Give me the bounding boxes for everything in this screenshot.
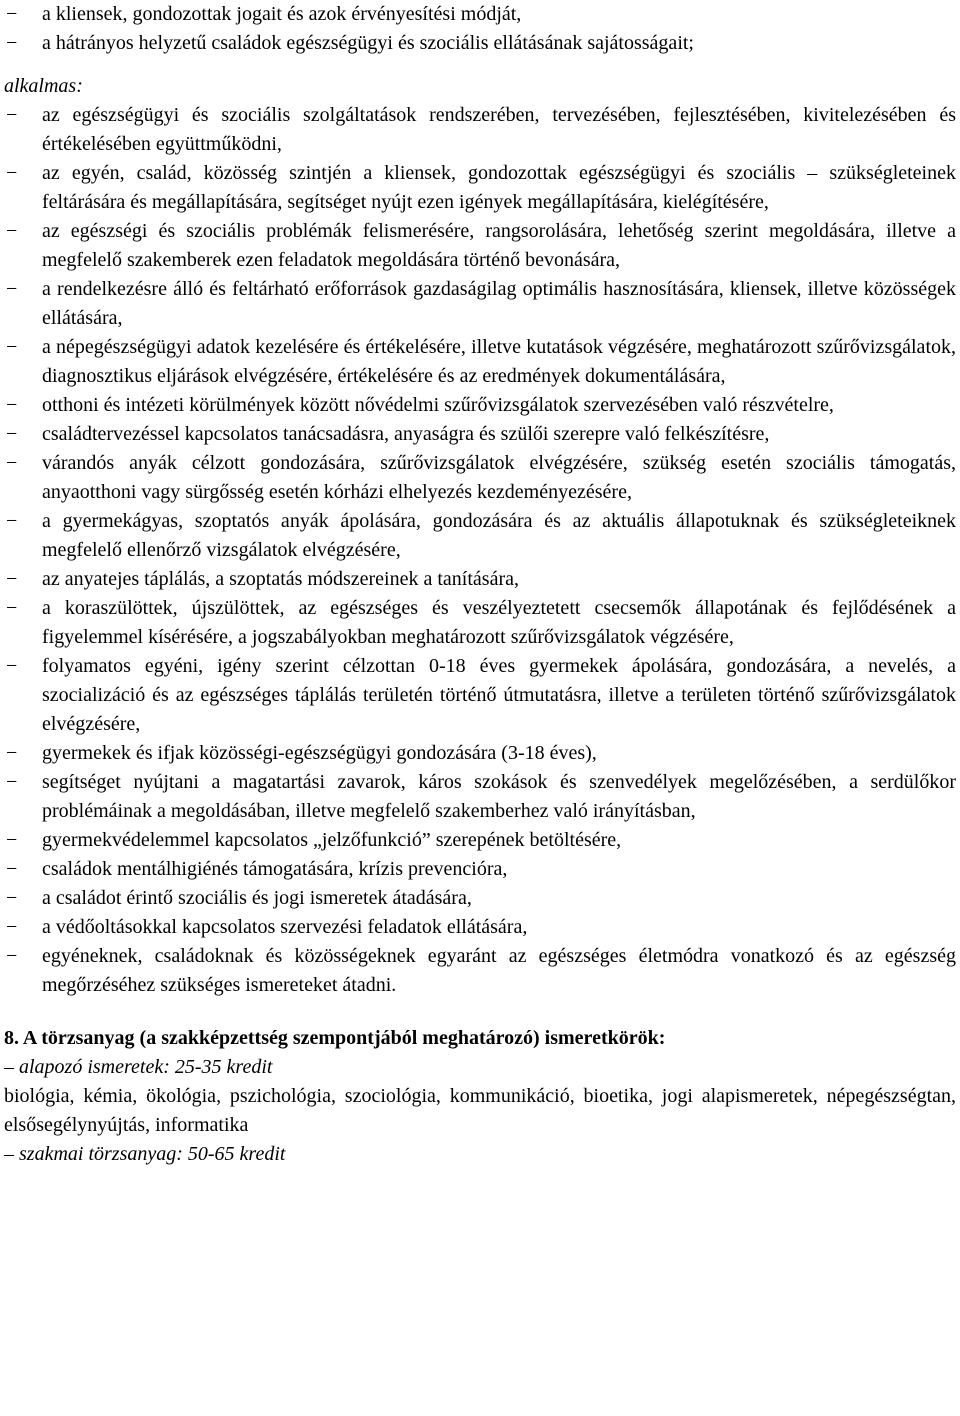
list-item-text: az egészségügyi és szociális szolgáltatások rendszerében, tervezésében, fejlesztésében, kivitelezésében és értékelésében együttműködni, (42, 104, 956, 155)
dash-bullet: − (6, 568, 18, 590)
list-item-text: a rendelkezésre álló és feltárható erőforrások gazdaságilag optimális hasznosítására, kliensek, illetve közösségek ellátására, (42, 278, 956, 329)
top-bullet-list (4, 0, 956, 58)
list-item (4, 420, 956, 449)
list-item (4, 855, 956, 884)
list-item (4, 29, 956, 58)
list-item (4, 942, 956, 1000)
list-item (4, 826, 956, 855)
dash-bullet: − (6, 278, 18, 300)
list-item (4, 391, 956, 420)
list-item (4, 739, 956, 768)
dash-bullet: − (6, 742, 18, 764)
applies-label: alkalmas: (4, 75, 83, 97)
dash-bullet: − (6, 945, 18, 967)
dash-bullet: − (6, 336, 18, 358)
dash-bullet: − (6, 220, 18, 242)
dash-bullet: − (6, 916, 18, 938)
dash-bullet: − (6, 858, 18, 880)
professional-core-label: – szakmai törzsanyag: 50-65 kredit (4, 1143, 286, 1165)
dash-bullet: − (6, 394, 18, 416)
dash-bullet: − (6, 655, 18, 677)
dash-bullet: − (6, 771, 18, 793)
applies-bullet-list (4, 101, 956, 1000)
dash-bullet: − (6, 452, 18, 474)
list-item (4, 159, 956, 217)
list-item-text: az egészségi és szociális problémák felismerésére, rangsorolására, lehetőség szerint megoldására, illetve a megfelelő szakemberek ezen feladatok megoldására történő bevonására, (42, 220, 956, 271)
list-item-text: az anyatejes táplálás, a szoptatás módszereinek a tanítására, (42, 568, 519, 590)
dash-bullet: − (6, 887, 18, 909)
dash-bullet: − (6, 597, 18, 619)
list-item-text: gyermekvédelemmel kapcsolatos „jelzőfunkció” szerepének betöltésére, (42, 829, 622, 851)
dash-bullet: − (6, 104, 18, 126)
dash-bullet: − (6, 423, 18, 445)
list-item-text: a családot érintő szociális és jogi ismeretek átadására, (42, 887, 472, 909)
list-item (4, 275, 956, 333)
dash-bullet: − (6, 162, 18, 184)
list-item (4, 0, 956, 29)
list-item-text: segítséget nyújtani a magatartási zavarok, káros szokások és szenvedélyek megelőzésében, a serdülőkor problémáinak a megoldásában, illetve megfelelő szakemberhez való irányításban, (42, 771, 956, 822)
document-page (4, 0, 956, 1169)
basic-subjects-text: biológia, kémia, ökológia, pszichológia, szociológia, kommunikáció, bioetika, jogi alapismeretek, népegészségtan, elsősegélynyújtás, informatika (4, 1085, 956, 1136)
list-item (4, 594, 956, 652)
list-item-text: a kliensek, gondozottak jogait és azok érvényesítési módját, (42, 3, 522, 25)
list-item-text: a népegészségügyi adatok kezelésére és értékelésére, illetve kutatások végzésére, meghatározott szűrővizsgálatok, diagnosztikus eljárások elvégzésére, értékelésére és az eredmények dokumentálására, (42, 336, 956, 387)
list-item-text: gyermekek és ifjak közösségi-egészségügyi gondozására (3-18 éves), (42, 742, 597, 764)
list-item (4, 565, 956, 594)
list-item (4, 768, 956, 826)
list-item-text: egyéneknek, családoknak és közösségeknek egyaránt az egészséges életmódra vonatkozó és az egészség megőrzéséhez szükséges ismereteket átadni. (42, 945, 956, 996)
list-item-text: az egyén, család, közösség szintjén a kliensek, gondozottak egészségügyi és szociális – szükségleteinek feltárására és megállapítására, segítséget nyújt ezen igények megállapítására, kielégítésére, (42, 162, 956, 213)
list-item-text: családok mentálhigiénés támogatására, krízis prevencióra, (42, 858, 508, 880)
list-item (4, 333, 956, 391)
dash-bullet: − (6, 32, 18, 54)
section-8-heading: 8. A törzsanyag (a szakképzettség szempontjából meghatározó) ismeretkörök: (4, 1027, 666, 1049)
dash-bullet: − (6, 3, 18, 25)
list-item-text: várandós anyák célzott gondozására, szűrővizsgálatok elvégzésére, szükség esetén szociális támogatás, anyaotthoni vagy sürgősség esetén kórházi elhelyezés kezdeményezésére, (42, 452, 956, 503)
list-item-text: családtervezéssel kapcsolatos tanácsadásra, anyaságra és szülői szerepre való felkészítésre, (42, 423, 770, 445)
list-item (4, 449, 956, 507)
list-item-text: a védőoltásokkal kapcsolatos szervezési feladatok ellátására, (42, 916, 528, 938)
list-item (4, 884, 956, 913)
dash-bullet: − (6, 829, 18, 851)
list-item (4, 101, 956, 159)
list-item-text: a koraszülöttek, újszülöttek, az egészséges és veszélyeztetett csecsemők állapotának és fejlődésének a figyelemmel kísérésére, a jogszabályokban meghatározott szűrővizsgálatok végzésére, (42, 597, 956, 648)
dash-bullet: − (6, 510, 18, 532)
list-item-text: folyamatos egyéni, igény szerint célzottan 0-18 éves gyermekek ápolására, gondozására, a nevelés, a szocializáció és az egészséges táplálás területén történő útmutatásra, illetve a területen történő szűrővizsgálatok elvégzésére, (42, 655, 956, 735)
list-item (4, 652, 956, 739)
list-item-text: a gyermekágyas, szoptatós anyák ápolására, gondozására és az aktuális állapotuknak és szükségleteiknek megfelelő ellenőrző vizsgálatok elvégzésére, (42, 510, 956, 561)
list-item-text: otthoni és intézeti körülmények között nővédelmi szűrővizsgálatok szervezésében való részvételre, (42, 394, 834, 416)
list-item-text: a hátrányos helyzetű családok egészségügyi és szociális ellátásának sajátosságait; (42, 32, 694, 54)
list-item (4, 913, 956, 942)
list-item (4, 507, 956, 565)
basic-knowledge-label: – alapozó ismeretek: 25-35 kredit (4, 1056, 273, 1078)
list-item (4, 217, 956, 275)
